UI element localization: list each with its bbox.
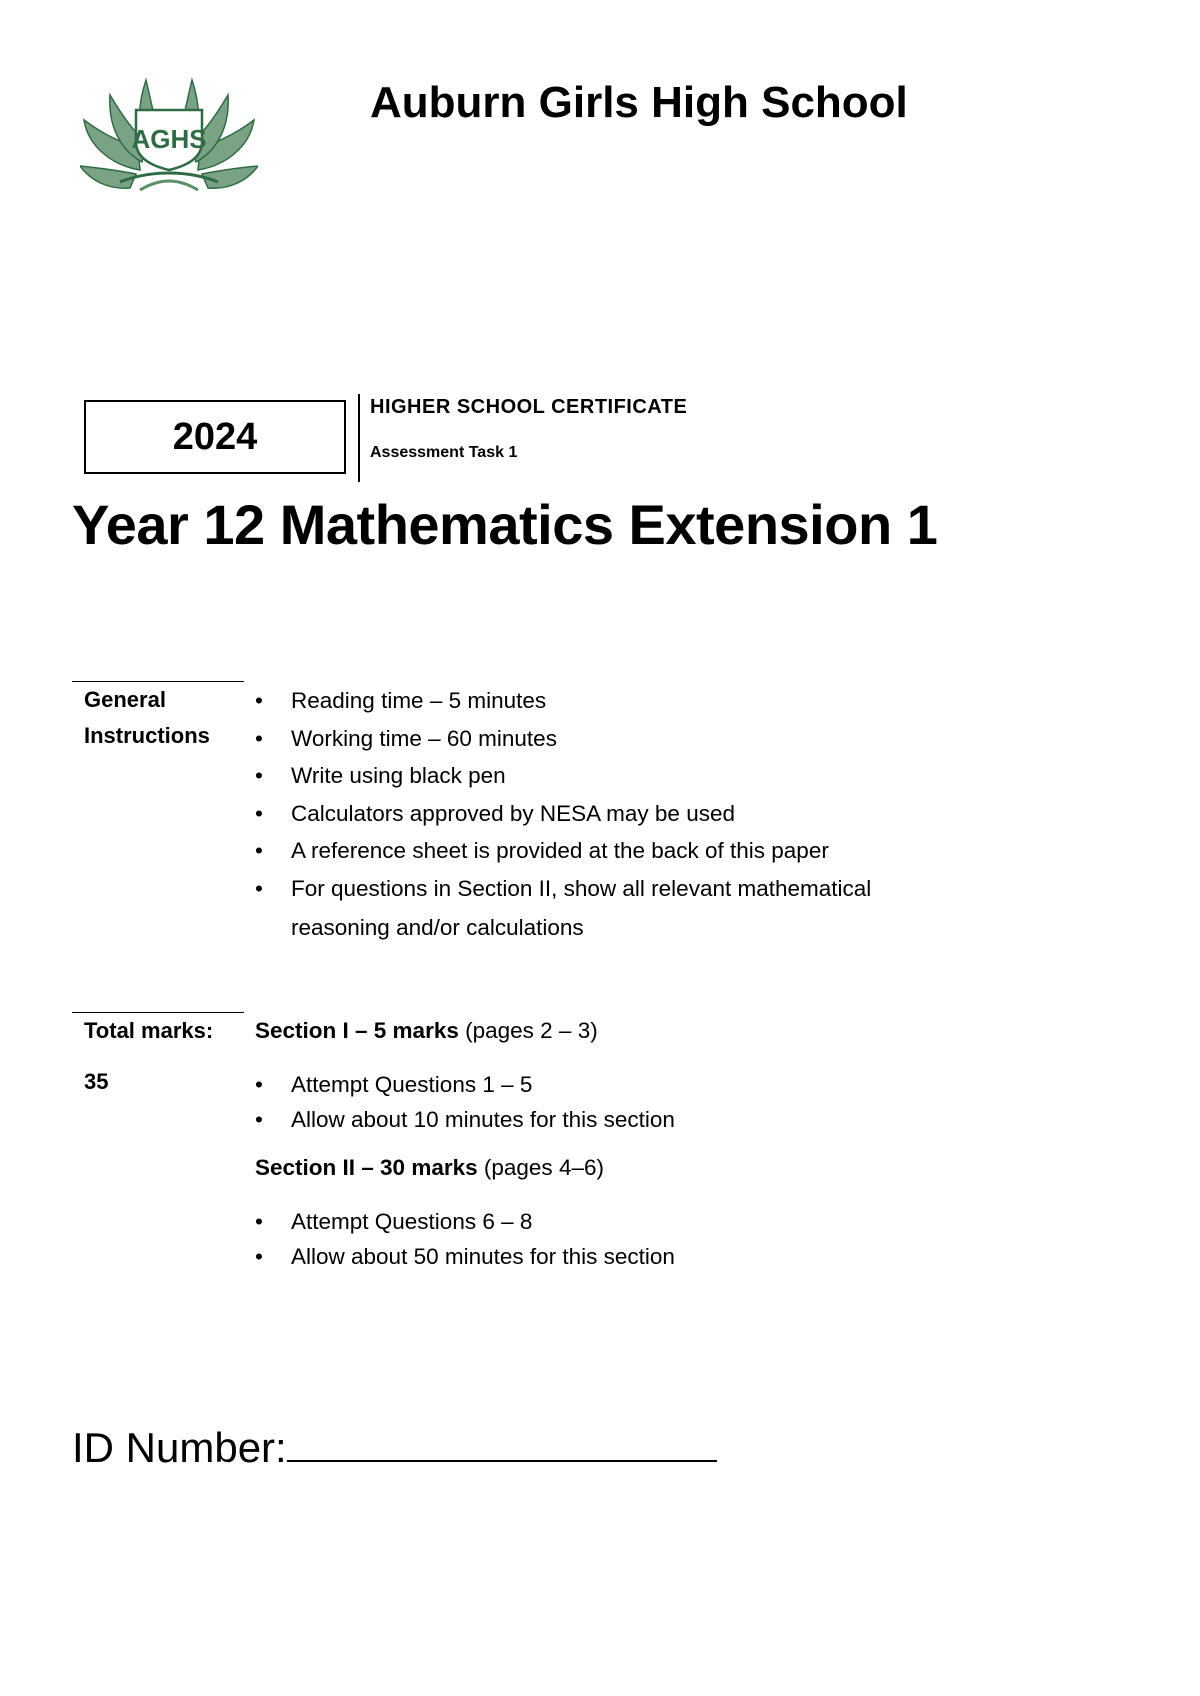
year-box bbox=[84, 400, 346, 474]
list-item: • Attempt Questions 1 – 5 bbox=[255, 1067, 675, 1102]
section-1-list bbox=[255, 1067, 675, 1137]
assessment-task-label: Assessment Task 1 bbox=[370, 444, 518, 461]
id-number-row bbox=[72, 1420, 717, 1472]
section-1-title: Section I – 5 marks bbox=[255, 1018, 459, 1043]
section-2-heading bbox=[255, 1155, 604, 1181]
list-item: • Working time – 60 minutes bbox=[255, 720, 871, 758]
list-item: • Reading time – 5 minutes bbox=[255, 682, 871, 720]
general-instructions-list bbox=[255, 682, 871, 907]
list-item: • Allow about 10 minutes for this section bbox=[255, 1102, 675, 1137]
list-item: • Calculators approved by NESA may be used bbox=[255, 795, 871, 833]
general-label-line2: Instructions bbox=[84, 723, 210, 748]
school-logo bbox=[80, 70, 258, 192]
list-item-continuation: reasoning and/or calculations bbox=[291, 915, 584, 940]
logo-text: AGHS bbox=[131, 124, 207, 154]
total-marks-label: Total marks: bbox=[84, 1018, 214, 1043]
list-item: • Write using black pen bbox=[255, 757, 871, 795]
id-number-label: ID Number: bbox=[72, 1424, 287, 1471]
total-marks-value: 35 bbox=[84, 1069, 109, 1094]
general-label-line1: General bbox=[84, 687, 166, 712]
list-item: • Allow about 50 minutes for this section bbox=[255, 1239, 675, 1274]
id-number-blank[interactable] bbox=[287, 1420, 717, 1462]
section-2-list bbox=[255, 1204, 675, 1274]
list-item: • A reference sheet is provided at the back of this paper bbox=[255, 832, 871, 870]
section-1-heading bbox=[255, 1018, 598, 1044]
exam-title: Year 12 Mathematics Extension 1 bbox=[72, 493, 938, 556]
section-2-title: Section II – 30 marks bbox=[255, 1155, 478, 1180]
list-item: • For questions in Section II, show all relevant mathematical bbox=[255, 870, 871, 908]
section-2-pages: (pages 4–6) bbox=[483, 1155, 604, 1180]
section-1-pages: (pages 2 – 3) bbox=[465, 1018, 598, 1043]
general-instructions-label bbox=[84, 682, 210, 754]
exam-year: 2024 bbox=[172, 415, 258, 458]
list-item: • Attempt Questions 6 – 8 bbox=[255, 1204, 675, 1239]
header-divider bbox=[358, 394, 360, 482]
certificate-label: HIGHER SCHOOL CERTIFICATE bbox=[370, 396, 688, 418]
school-name: Auburn Girls High School bbox=[370, 78, 908, 127]
